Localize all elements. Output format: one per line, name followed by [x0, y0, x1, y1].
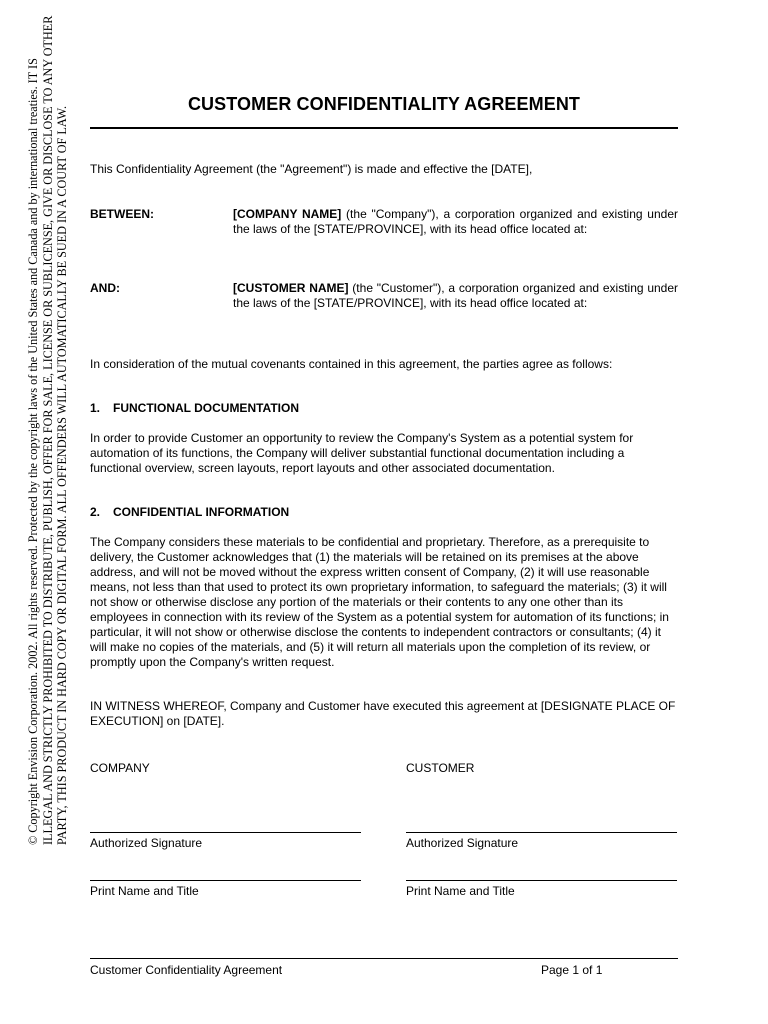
copyright-notice: © Copyright Envision Corporation. 2002. All rights reserved. Protected by the copyright laws of the United States and Canada and by international treaties. IT IS ILLEGAL AND STRICTLY PROHIBITED TO DISTRIBUTE, PUBLISH, OFFER FOR SALE, LICENSE OR SUBLICENSE, GIVE OR DISCLOSE TO ANY OTHER PARTY, THIS PRODUCT IN HARD COPY OR DIGITAL FORM. ALL OFFENDERS WILL AUTOMATICALLY BE SUED IN A COURT OF LAW. [26, 15, 70, 845]
company-signature-line [90, 832, 361, 833]
section-1-number: 1. [90, 401, 101, 415]
witness-paragraph: IN WITNESS WHEREOF, Company and Customer have executed this agreement at [DESIGNATE PLACE OF EXECUTION] on [DATE]. [90, 699, 676, 728]
company-signature-label: COMPANY [90, 761, 150, 775]
and-party [233, 281, 678, 311]
title-rule [90, 127, 678, 129]
customer-name-line [406, 880, 677, 881]
copyright-sidebar [26, 0, 88, 850]
footer-title: Customer Confidentiality Agreement [90, 963, 283, 977]
page-number: Page 1 of 1 [541, 963, 603, 977]
company-description: (the "Company"), a corporation organized and existing under the laws of the [STATE/PROVINCE], with its head office located at: [233, 207, 679, 236]
section-2-body: The Company considers these materials to be confidential and proprietary. Therefore, as a prerequisite to delivery, the Customer acknowledges that (1) the materials will be retained on its premises at the above address, and will not be moved without the express written consent of Company, (2) it will use reasonable means, not less than that used to protect its own proprietary information, to safeguard the materials; (3) it will not show or otherwise disclose any portion of the materials or their contents to any one other than its employees in connection with its review of the System as a potential system for automation of its functions; in particular, it will not show or otherwise disclose the contents to independent contractors or consultants; (4) it will make no copies of the materials, and (5) it will return all materials upon the completion of its review, or promptly upon the Company's written request. [90, 535, 669, 669]
section-2-title: CONFIDENTIAL INFORMATION [113, 505, 290, 519]
intro-paragraph: This Confidentiality Agreement (the "Agreement") is made and effective the [DATE], [90, 162, 533, 176]
and-label: AND: [90, 281, 120, 295]
section-2-heading [90, 505, 289, 519]
company-authorized-signature: Authorized Signature [90, 836, 203, 850]
customer-print-name-title: Print Name and Title [406, 884, 515, 898]
footer-rule [90, 958, 678, 959]
section-1-title: FUNCTIONAL DOCUMENTATION [113, 401, 299, 415]
customer-description: (the "Customer"), a corporation organized and existing under the laws of the [STATE/PROVINCE], with its head office located at: [233, 281, 679, 310]
company-print-name-title: Print Name and Title [90, 884, 199, 898]
customer-signature-line [406, 832, 677, 833]
section-2-number: 2. [90, 505, 101, 519]
consideration-paragraph: In consideration of the mutual covenants contained in this agreement, the parties agree as follows: [90, 357, 613, 371]
company-name: [COMPANY NAME] [233, 207, 342, 221]
company-name-line [90, 880, 361, 881]
customer-name: [CUSTOMER NAME] [233, 281, 349, 295]
between-label: BETWEEN: [90, 207, 154, 221]
customer-authorized-signature: Authorized Signature [406, 836, 519, 850]
between-party [233, 207, 678, 237]
customer-signature-label: CUSTOMER [406, 761, 475, 775]
document-title: CUSTOMER CONFIDENTIALITY AGREEMENT [187, 94, 581, 114]
section-1-body: In order to provide Customer an opportunity to review the Company's System as a potential system for automation of its functions, the Company will deliver substantial functional documentation including a functional overview, screen layouts, report layouts and other associated documentation. [90, 431, 634, 475]
section-1-heading [90, 401, 299, 415]
